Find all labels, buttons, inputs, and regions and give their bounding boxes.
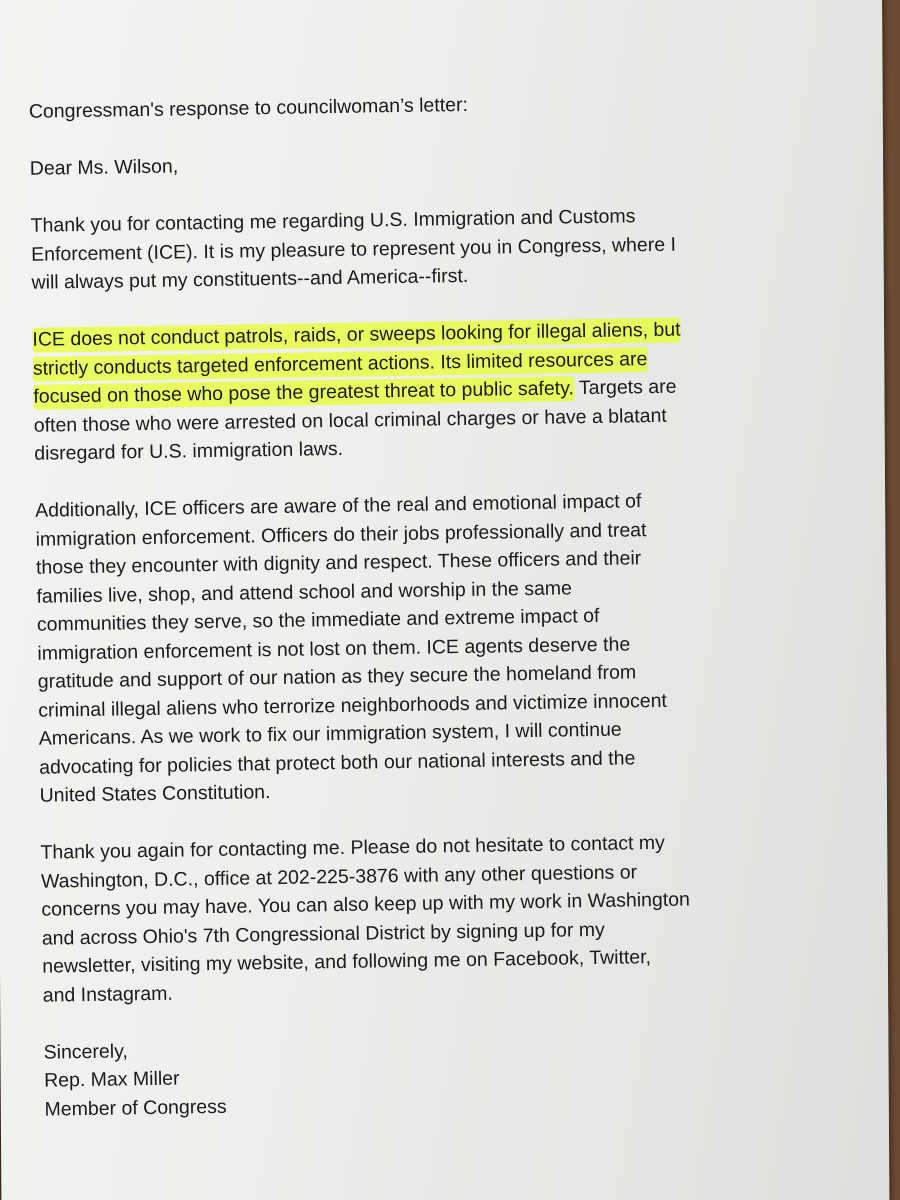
signer-name: Rep. Max Miller [43, 1067, 180, 1092]
salutation: Dear Ms. Wilson, [29, 155, 179, 180]
paragraph-line: advocating for policies that protect both our national interests and the [39, 746, 636, 779]
highlighted-text: ICE does not conduct patrols, raids, or sweeps looking for illegal aliens, but [32, 318, 681, 351]
paragraph-line: gratitude and support of our nation as they secure the homeland from [37, 661, 637, 693]
paragraph-line: often those who were arrested on local criminal charges or have a blatant [33, 404, 667, 437]
highlighted-text: strictly conducts targeted enforcement actions. Its limited resources are [32, 347, 648, 380]
highlighted-text: focused on those who pose the greatest threat to public safety. [33, 377, 575, 408]
paragraph-line: immigration enforcement. Officers do their jobs professionally and treat [35, 518, 647, 551]
paragraph-line: Thank you again for contacting me. Please do not hesitate to contact my [40, 831, 665, 864]
paragraph-line: Additionally, ICE officers are aware of the real and emotional impact of [34, 490, 642, 522]
paragraph-line: and across Ohio's 7th Congressional District by signing up for my [41, 918, 605, 950]
letter-heading: Congressman's response to councilwoman’s letter: [28, 93, 469, 123]
paragraph-line: criminal illegal aliens who terrorize neighborhoods and victimize innocent [38, 689, 668, 722]
paragraph-line: and Instagram. [42, 982, 173, 1007]
paragraph-line: Enforcement (ICE). It is my pleasure to represent you in Congress, where I [30, 233, 677, 266]
paragraph-line: Washington, D.C., office at 202-225-3876 with any other questions or [40, 860, 638, 893]
paragraph-intro [30, 199, 831, 297]
paragraph-line: immigration enforcement is not lost on them. ICE agents deserve the [37, 632, 631, 665]
paragraph-line: Americans. As we work to fix our immigration system, I will continue [38, 718, 622, 750]
paragraph-contact [40, 826, 843, 1010]
paragraph-line: newsletter, visiting my website, and following me on Facebook, Twitter, [42, 946, 652, 978]
paragraph-line: will always put my constituents--and America--first. [31, 264, 469, 294]
letter-body [29, 85, 845, 1123]
paragraph-line: Thank you for contacting me regarding U.S. Immigration and Customs [30, 205, 636, 237]
paragraph-text: Targets are [573, 375, 677, 400]
paragraph-line: concerns you may have. You can also keep up with my work in Washington [41, 888, 691, 921]
valediction: Sincerely, [43, 1039, 128, 1064]
paragraph-line: United States Constitution. [39, 781, 271, 807]
signer-title: Member of Congress [44, 1095, 227, 1121]
paragraph-line: those they encounter with dignity and respect. These officers and their [35, 547, 642, 579]
paragraph-line: families live, shop, and attend school and worship in the same [36, 576, 573, 608]
paragraph-line: disregard for U.S. immigration laws. [34, 437, 344, 465]
paragraph-officers [35, 484, 840, 810]
paragraph-line: communities they serve, so the immediate and extreme impact of [36, 604, 600, 636]
paragraph-ice-enforcement [32, 313, 834, 468]
closing [43, 1026, 844, 1124]
